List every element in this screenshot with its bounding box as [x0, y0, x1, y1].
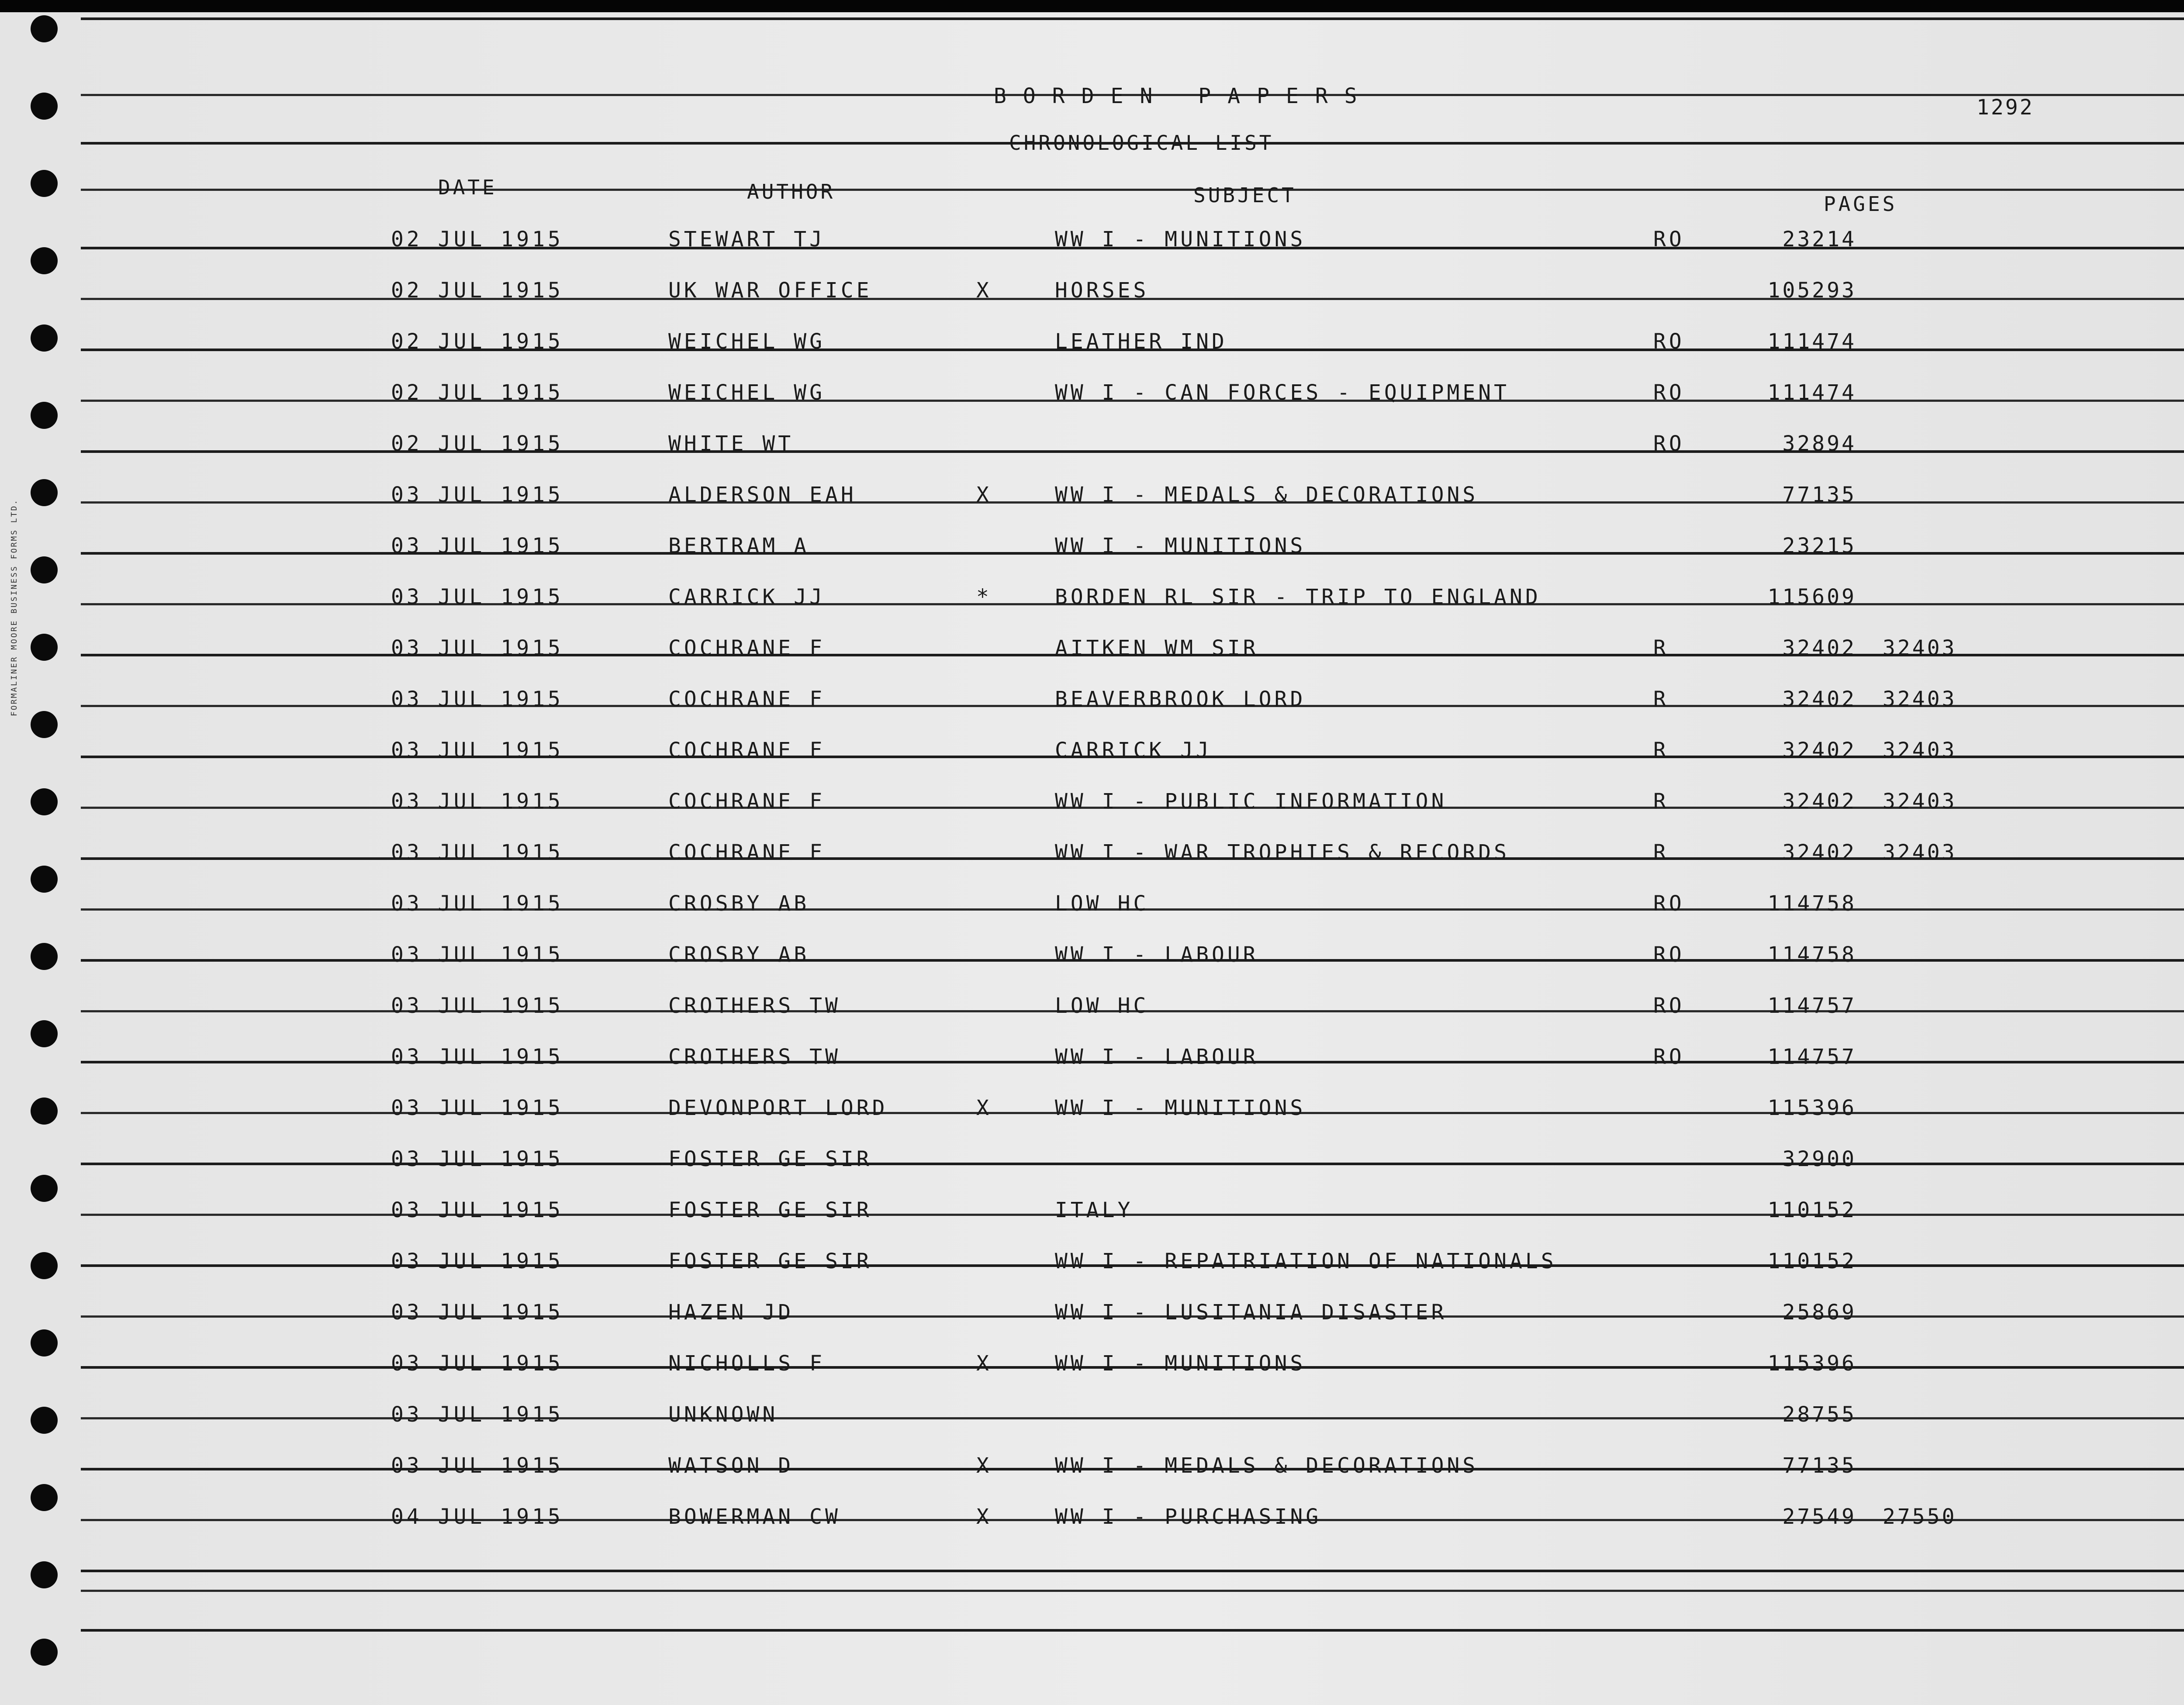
table-row: [0, 840, 2184, 866]
row-author: COCHRANE F: [668, 687, 825, 711]
row-date: 02 JUL 1915: [391, 380, 563, 405]
row-page-start: 32402: [1782, 738, 1856, 763]
table-row: [0, 227, 2184, 253]
row-author: UNKNOWN: [668, 1402, 778, 1427]
row-code: RO: [1653, 942, 1685, 967]
feed-hole-icon: [31, 1020, 58, 1047]
row-date: 02 JUL 1915: [391, 431, 563, 456]
row-date: 03 JUL 1915: [391, 585, 563, 609]
row-date: 03 JUL 1915: [391, 1096, 563, 1120]
row-flag: X: [976, 278, 992, 303]
row-author: CARRICK JJ: [668, 585, 825, 609]
row-date: 03 JUL 1915: [391, 1249, 563, 1274]
row-page-start: 111474: [1767, 380, 1856, 405]
row-page-start: 32402: [1782, 840, 1856, 865]
row-subject: WW I - MUNITIONS: [1055, 534, 1306, 558]
row-subject: LOW HC: [1055, 994, 1149, 1018]
table-row: [0, 1351, 2184, 1377]
row-page-start: 110152: [1767, 1198, 1856, 1222]
ruled-line: [81, 1629, 2184, 1632]
row-subject: WW I - WAR TROPHIES & RECORDS: [1055, 840, 1510, 865]
row-subject: WW I - LABOUR: [1055, 1045, 1259, 1069]
row-subject: WW I - MUNITIONS: [1055, 1096, 1306, 1120]
row-date: 03 JUL 1915: [391, 1453, 563, 1478]
row-author: WEICHEL WG: [668, 329, 825, 354]
row-subject: WW I - LUSITANIA DISASTER: [1055, 1300, 1447, 1325]
row-date: 03 JUL 1915: [391, 1300, 563, 1325]
table-row: [0, 380, 2184, 407]
row-page-start: 32900: [1782, 1147, 1856, 1171]
table-row: [0, 994, 2184, 1020]
top-edge: [0, 0, 2184, 12]
row-page-start: 77135: [1782, 1453, 1856, 1478]
row-code: R: [1653, 636, 1669, 660]
row-subject: BORDEN RL SIR - TRIP TO ENGLAND: [1055, 585, 1541, 609]
table-row: [0, 585, 2184, 611]
feed-hole-icon: [31, 866, 58, 893]
page-number: 1292: [1977, 95, 2034, 120]
row-flag: X: [976, 483, 992, 507]
row-date: 04 JUL 1915: [391, 1505, 563, 1529]
row-code: R: [1653, 687, 1669, 711]
row-subject: ITALY: [1055, 1198, 1133, 1222]
table-row: [0, 329, 2184, 355]
table-row: [0, 1096, 2184, 1122]
table-row: [0, 1249, 2184, 1275]
table-row: [0, 1505, 2184, 1531]
feed-hole-icon: [31, 1639, 58, 1666]
row-page-end: 32403: [1883, 687, 1957, 711]
row-date: 03 JUL 1915: [391, 994, 563, 1018]
table-row: [0, 1300, 2184, 1326]
row-page-start: 114758: [1767, 942, 1856, 967]
table-row: [0, 1147, 2184, 1173]
table-row: [0, 1045, 2184, 1071]
row-code: RO: [1653, 431, 1685, 456]
row-page-start: 115609: [1767, 585, 1856, 609]
row-author: FOSTER GE SIR: [668, 1147, 872, 1171]
row-author: WHITE WT: [668, 431, 794, 456]
row-date: 03 JUL 1915: [391, 738, 563, 763]
row-author: DEVONPORT LORD: [668, 1096, 888, 1120]
row-page-start: 25869: [1782, 1300, 1856, 1325]
column-header-author: AUTHOR: [747, 180, 836, 204]
table-row: [0, 278, 2184, 304]
table-row: [0, 1453, 2184, 1480]
row-author: CROTHERS TW: [668, 1045, 841, 1069]
row-subject: WW I - MUNITIONS: [1055, 227, 1306, 252]
row-page-start: 110152: [1767, 1249, 1856, 1274]
row-page-start: 32894: [1782, 431, 1856, 456]
row-code: R: [1653, 789, 1669, 814]
row-author: NICHOLLS F: [668, 1351, 825, 1376]
row-author: ALDERSON EAH: [668, 483, 857, 507]
row-flag: X: [976, 1351, 992, 1376]
row-code: RO: [1653, 1045, 1685, 1069]
feed-hole-icon: [31, 1561, 58, 1588]
row-subject: WW I - PUBLIC INFORMATION: [1055, 789, 1447, 814]
table-row: [0, 687, 2184, 713]
row-page-start: 115396: [1767, 1096, 1856, 1120]
row-code: R: [1653, 738, 1669, 763]
row-page-start: 114758: [1767, 891, 1856, 916]
table-row: [0, 789, 2184, 815]
table-row: [0, 1402, 2184, 1429]
row-page-start: 32402: [1782, 636, 1856, 660]
ruled-line: [81, 1590, 2184, 1592]
row-flag: *: [976, 585, 992, 609]
row-date: 03 JUL 1915: [391, 687, 563, 711]
side-label: FORMALINER MOORE BUSINESS FORMS LTD.: [10, 498, 19, 716]
row-author: COCHRANE F: [668, 840, 825, 865]
row-code: RO: [1653, 891, 1685, 916]
row-subject: AITKEN WM SIR: [1055, 636, 1259, 660]
row-subject: BEAVERBROOK LORD: [1055, 687, 1306, 711]
row-page-end: 32403: [1883, 738, 1957, 763]
row-subject: WW I - MUNITIONS: [1055, 1351, 1306, 1376]
row-page-start: 115396: [1767, 1351, 1856, 1376]
row-page-end: 32403: [1883, 636, 1957, 660]
row-page-start: 114757: [1767, 1045, 1856, 1069]
row-subject: CARRICK JJ: [1055, 738, 1212, 763]
row-date: 02 JUL 1915: [391, 278, 563, 303]
row-subject: LEATHER IND: [1055, 329, 1227, 354]
page-subtitle: CHRONOLOGICAL LIST: [1009, 131, 1274, 155]
row-author: BOWERMAN CW: [668, 1505, 841, 1529]
row-page-start: 27549: [1782, 1505, 1856, 1529]
row-page-start: 28755: [1782, 1402, 1856, 1427]
row-page-start: 77135: [1782, 483, 1856, 507]
feed-hole-icon: [31, 15, 58, 42]
row-author: BERTRAM A: [668, 534, 810, 558]
row-page-start: 23214: [1782, 227, 1856, 252]
ruled-line: [81, 17, 2184, 20]
feed-hole-icon: [31, 93, 58, 120]
row-date: 03 JUL 1915: [391, 534, 563, 558]
row-code: RO: [1653, 227, 1685, 252]
table-row: [0, 534, 2184, 560]
row-subject: WW I - CAN FORCES - EQUIPMENT: [1055, 380, 1510, 405]
table-row: [0, 636, 2184, 662]
row-author: WEICHEL WG: [668, 380, 825, 405]
row-flag: X: [976, 1096, 992, 1120]
row-code: RO: [1653, 329, 1685, 354]
row-page-start: 105293: [1767, 278, 1856, 303]
row-author: COCHRANE F: [668, 789, 825, 814]
page-title: BORDEN PAPERS: [994, 84, 1374, 108]
row-page-end: 27550: [1883, 1505, 1957, 1529]
row-date: 02 JUL 1915: [391, 227, 563, 252]
row-page-start: 114757: [1767, 994, 1856, 1018]
row-date: 03 JUL 1915: [391, 636, 563, 660]
row-date: 03 JUL 1915: [391, 891, 563, 916]
row-page-start: 32402: [1782, 789, 1856, 814]
row-page-start: 23215: [1782, 534, 1856, 558]
row-subject: WW I - MEDALS & DECORATIONS: [1055, 483, 1479, 507]
row-author: FOSTER GE SIR: [668, 1198, 872, 1222]
row-subject: HORSES: [1055, 278, 1149, 303]
row-author: FOSTER GE SIR: [668, 1249, 872, 1274]
column-header-date: DATE: [438, 176, 497, 199]
row-subject: WW I - PURCHASING: [1055, 1505, 1322, 1529]
row-code: RO: [1653, 380, 1685, 405]
row-date: 03 JUL 1915: [391, 840, 563, 865]
row-subject: WW I - REPATRIATION OF NATIONALS: [1055, 1249, 1557, 1274]
row-date: 03 JUL 1915: [391, 1045, 563, 1069]
row-flag: X: [976, 1453, 992, 1478]
row-author: COCHRANE F: [668, 636, 825, 660]
row-page-start: 111474: [1767, 329, 1856, 354]
table-row: [0, 1198, 2184, 1224]
row-author: WATSON D: [668, 1453, 794, 1478]
row-date: 03 JUL 1915: [391, 1351, 563, 1376]
table-row: [0, 738, 2184, 764]
row-flag: X: [976, 1505, 992, 1529]
row-author: HAZEN JD: [668, 1300, 794, 1325]
feed-hole-icon: [31, 711, 58, 738]
row-code: R: [1653, 840, 1669, 865]
table-row: [0, 891, 2184, 918]
row-date: 03 JUL 1915: [391, 483, 563, 507]
row-page-end: 32403: [1883, 789, 1957, 814]
column-header-pages: PAGES: [1824, 192, 1897, 216]
row-date: 03 JUL 1915: [391, 1402, 563, 1427]
row-page-start: 32402: [1782, 687, 1856, 711]
table-row: [0, 942, 2184, 969]
feed-hole-icon: [31, 556, 58, 583]
row-subject: WW I - LABOUR: [1055, 942, 1259, 967]
row-author: CROSBY AB: [668, 942, 810, 967]
ruled-line: [81, 189, 2184, 191]
ruled-line: [81, 1570, 2184, 1572]
feed-hole-icon: [31, 170, 58, 197]
row-page-end: 32403: [1883, 840, 1957, 865]
row-author: COCHRANE F: [668, 738, 825, 763]
row-date: 03 JUL 1915: [391, 1147, 563, 1171]
row-author: UK WAR OFFICE: [668, 278, 872, 303]
row-author: CROTHERS TW: [668, 994, 841, 1018]
row-subject: WW I - MEDALS & DECORATIONS: [1055, 1453, 1479, 1478]
row-author: STEWART TJ: [668, 227, 825, 252]
row-date: 03 JUL 1915: [391, 942, 563, 967]
row-date: 03 JUL 1915: [391, 1198, 563, 1222]
row-date: 02 JUL 1915: [391, 329, 563, 354]
row-subject: LOW HC: [1055, 891, 1149, 916]
row-date: 03 JUL 1915: [391, 789, 563, 814]
column-header-subject: SUBJECT: [1193, 183, 1296, 207]
row-code: RO: [1653, 994, 1685, 1018]
row-author: CROSBY AB: [668, 891, 810, 916]
table-row: [0, 431, 2184, 458]
table-row: [0, 483, 2184, 509]
